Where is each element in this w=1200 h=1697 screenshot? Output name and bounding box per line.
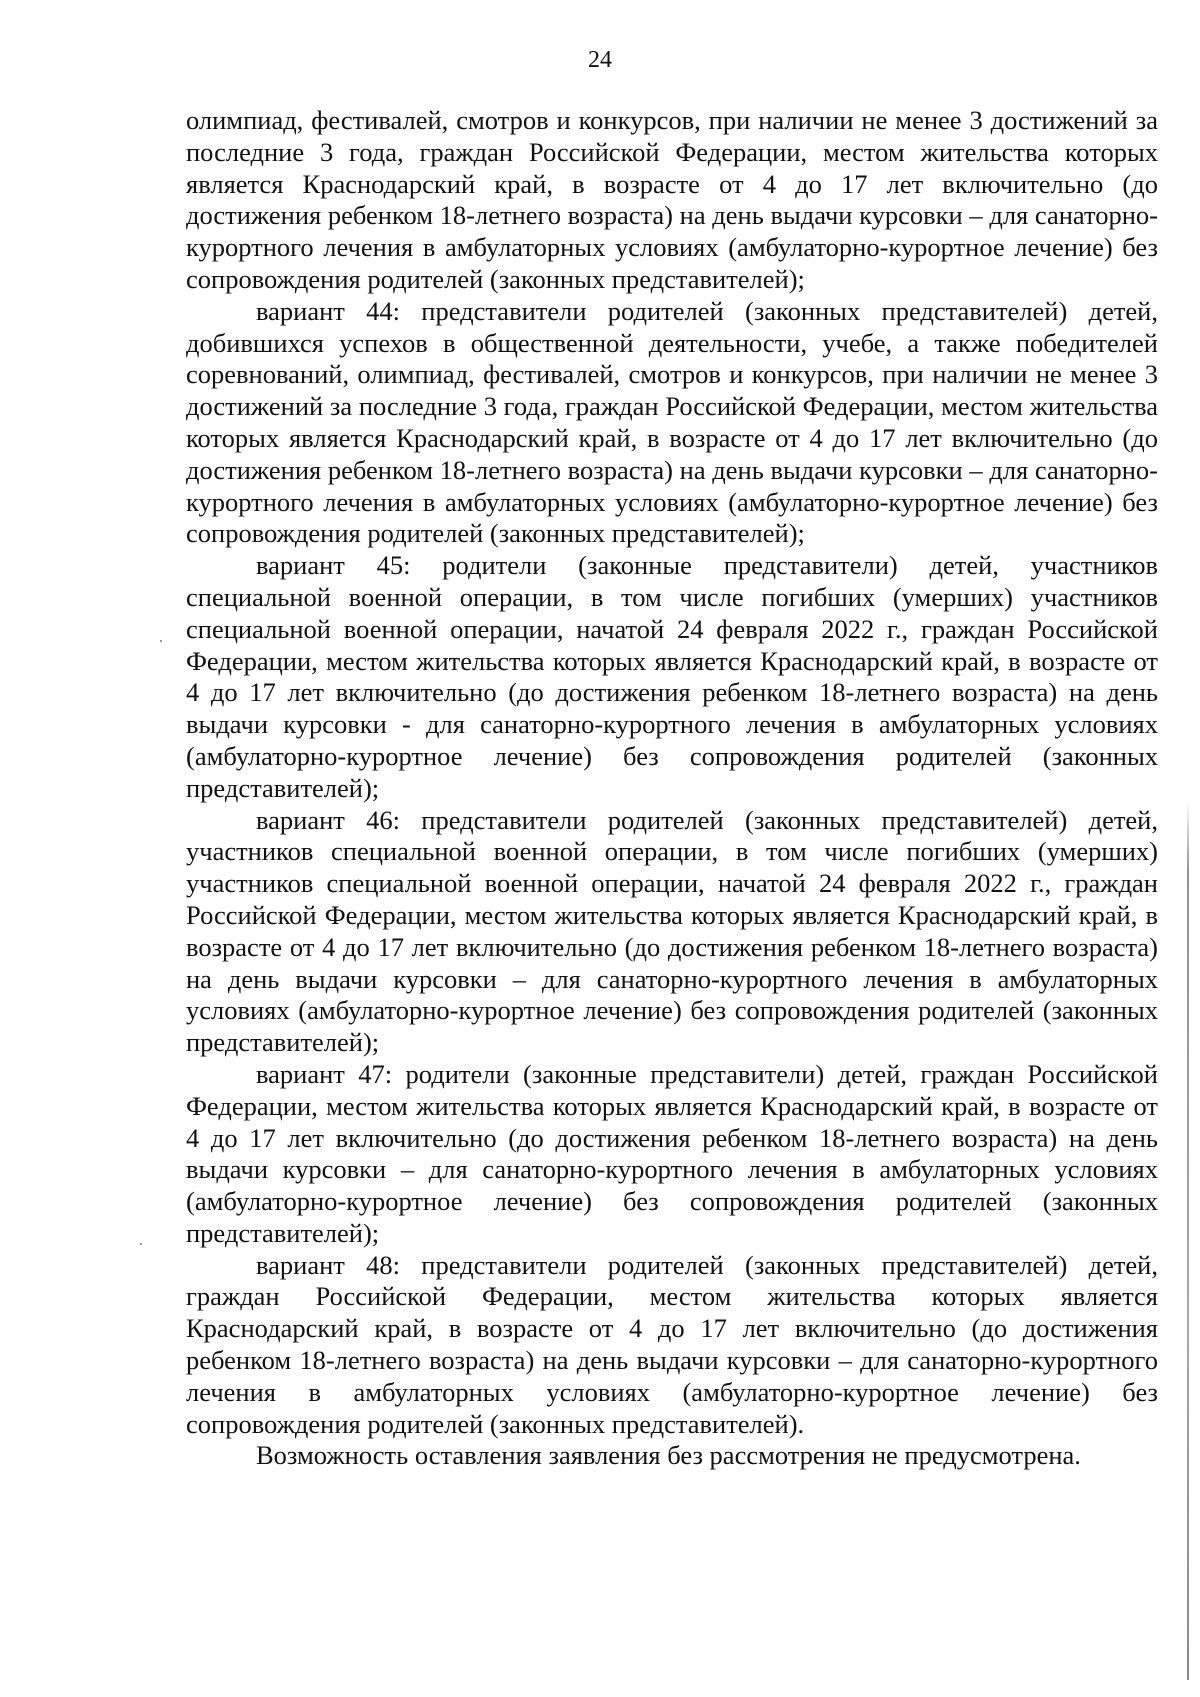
document-body <box>186 105 1158 1472</box>
page-number: 24 <box>588 47 612 73</box>
paragraph-closing: Возможность оставления заявления без рассмотрения не предусмотрена. <box>256 1440 1081 1471</box>
paragraph-continuation: олимпиад, фестивалей, смотров и конкурсов, при наличии не менее 3 достижений за последние 3 года, граждан Российской Федерации, местом жительства которых является Краснодарский край, в возрасте от 4 до 17 лет включительно (до достижения ребенком 18-летнего возраста) на день выдачи курсовки – для санаторно-курортного лечения в амбулаторных условиях (амбулаторно-курортное лечение) без сопровождения родителей (законных представителей); <box>186 105 1158 294</box>
scan-speck <box>160 640 162 642</box>
paragraph-variant-46: вариант 46: представители родителей (законных представителей) детей, участников специальной военной операции, в том числе погибших (умерших) участников специальной военной операции, начатой 24 февраля 2022 г., граждан Российской Федерации, местом жительства которых является Краснодарский край, в возрасте от 4 до 17 лет включительно (до достижения ребенком 18-летнего возраста) на день выдачи курсовки – для санаторно-курортного лечения в амбулаторных условиях (амбулаторно-курортное лечение) без сопровождения родителей (законных представителей); <box>186 804 1158 1058</box>
paragraph-variant-45: вариант 45: родители (законные представители) детей, участников специальной военной операции, в том числе погибших (умерших) участников специальной военной операции, начатой 24 февраля 2022 г., граждан Российской Федерации, местом жительства которых является Краснодарский край, в возрасте от 4 до 17 лет включительно (до достижения ребенком 18-летнего возраста) на день выдачи курсовки - для санаторно-курортного лечения в амбулаторных условиях (амбулаторно-курортное лечение) без сопровождения родителей (законных представителей); <box>186 550 1158 803</box>
scan-edge-line <box>1187 800 1189 1680</box>
scan-speck <box>140 1243 142 1245</box>
paragraph-variant-48: вариант 48: представители родителей (законных представителей) детей, граждан Российской Федерации, местом жительства которых является Краснодарский край, в возрасте от 4 до 17 лет включительно (до достижения ребенком 18-летнего возраста) на день выдачи курсовки – для санаторно-курортного лечения в амбулаторных условиях (амбулаторно-курортное лечение) без сопровождения родителей (законных представителей). <box>186 1249 1158 1439</box>
paragraph-variant-47: вариант 47: родители (законные представители) детей, граждан Российской Федерации, местом жительства которых является Краснодарский край, в возрасте от 4 до 17 лет включительно (до достижения ребенком 18-летнего возраста) на день выдачи курсовки – для санаторно-курортного лечения в амбулаторных условиях (амбулаторно-курортное лечение) без сопровождения родителей (законных представителей); <box>186 1058 1158 1248</box>
paragraph-variant-44: вариант 44: представители родителей (законных представителей) детей, добившихся успехов в общественной деятельности, учебе, а также победителей соревнований, олимпиад, фестивалей, смотров и конкурсов, при наличии не менее 3 достижений за последние 3 года, граждан Российской Федерации, местом жительства которых является Краснодарский край, в возрасте от 4 до 17 лет включительно (до достижения ребенком 18-летнего возраста) на день выдачи курсовки – для санаторно-курортного лечения в амбулаторных условиях (амбулаторно-курортное лечение) без сопровождения родителей (законных представителей); <box>186 295 1158 549</box>
